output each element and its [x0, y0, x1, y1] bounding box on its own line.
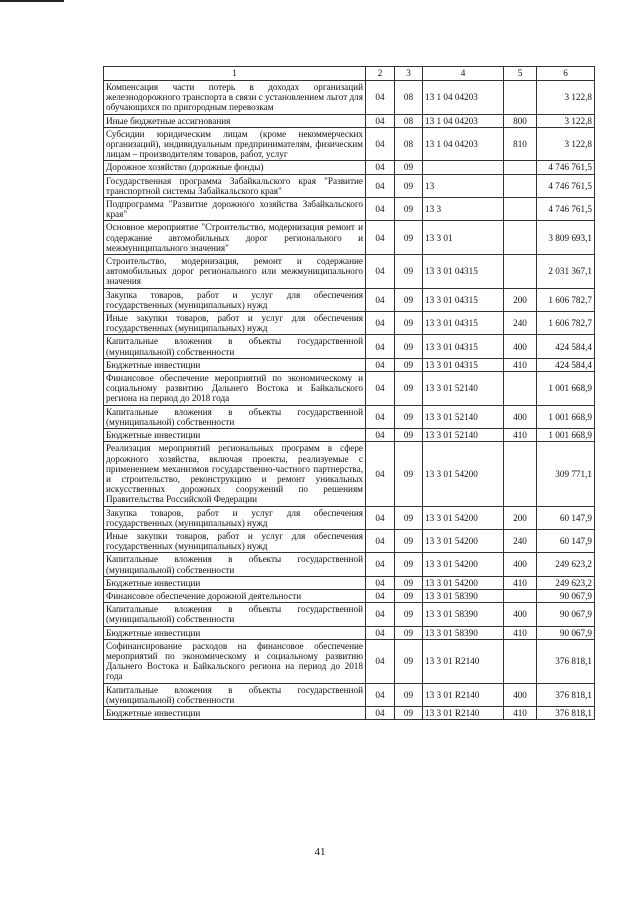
row-expense-type-cell: 800 [504, 114, 537, 127]
row-expense-type-cell [504, 372, 537, 406]
row-section-cell: 04 [366, 639, 395, 683]
row-expense-type-cell: 200 [504, 288, 537, 311]
row-subsection-cell: 09 [395, 221, 423, 255]
row-expense-type-cell: 410 [504, 429, 537, 442]
row-expense-type-cell: 240 [504, 529, 537, 552]
row-expense-type-cell: 240 [504, 312, 537, 335]
row-subsection-cell: 09 [395, 198, 423, 221]
row-section-cell: 04 [366, 706, 395, 719]
table-row [104, 405, 595, 428]
row-name-cell: Капитальные вложения в объекты государственной (муниципальной) собственности [104, 603, 366, 626]
row-name-cell: Иные закупки товаров, работ и услуг для обеспечения государственных (муниципальных) нужд [104, 529, 366, 552]
table-row [104, 161, 595, 174]
row-target-article-cell [423, 161, 504, 174]
row-subsection-cell: 09 [395, 506, 423, 529]
table-row [104, 576, 595, 589]
row-section-cell: 04 [366, 576, 395, 589]
row-amount-cell: 376 818,1 [537, 683, 595, 706]
row-section-cell: 04 [366, 626, 395, 639]
row-amount-cell: 90 067,9 [537, 603, 595, 626]
row-amount-cell: 4 746 761,5 [537, 198, 595, 221]
row-amount-cell: 3 122,8 [537, 127, 595, 161]
table-row [104, 127, 595, 161]
row-target-article-cell: 13 3 01 58390 [423, 603, 504, 626]
table-row [104, 529, 595, 552]
row-target-article-cell: 13 3 01 04315 [423, 288, 504, 311]
row-name-cell: Иные закупки товаров, работ и услуг для обеспечения государственных (муниципальных) нужд [104, 312, 366, 335]
row-target-article-cell: 13 3 01 04315 [423, 335, 504, 358]
row-name-cell: Бюджетные инвестиции [104, 429, 366, 442]
row-section-cell: 04 [366, 506, 395, 529]
row-target-article-cell: 13 3 01 R2140 [423, 683, 504, 706]
row-expense-type-cell [504, 221, 537, 255]
row-name-cell: Капитальные вложения в объекты государственной (муниципальной) собственности [104, 335, 366, 358]
row-amount-cell: 1 001 668,9 [537, 429, 595, 442]
row-expense-type-cell [504, 174, 537, 197]
table-row [104, 506, 595, 529]
row-target-article-cell: 13 3 01 52140 [423, 429, 504, 442]
row-name-cell: Софинансирование расходов на финансовое обеспечение мероприятий по экономическому и социальному развитию Дальнего Востока и Байкальского региона на период до 2018 года [104, 639, 366, 683]
row-expense-type-cell: 200 [504, 506, 537, 529]
row-name-cell: Финансовое обеспечение мероприятий по экономическому и социальному развитию Дальнего Востока и Байкальского региона на период до 2018 года [104, 372, 366, 406]
row-name-cell: Бюджетные инвестиции [104, 706, 366, 719]
page-number: 41 [314, 846, 326, 858]
table-row [104, 198, 595, 221]
row-subsection-cell: 08 [395, 127, 423, 161]
row-amount-cell: 249 623,2 [537, 576, 595, 589]
row-name-cell: Строительство, модернизация, ремонт и содержание автомобильных дорог регионального или межмуниципального значения [104, 255, 366, 289]
row-amount-cell: 90 067,9 [537, 626, 595, 639]
row-amount-cell: 376 818,1 [537, 706, 595, 719]
row-target-article-cell: 13 1 04 04203 [423, 114, 504, 127]
row-expense-type-cell: 400 [504, 335, 537, 358]
row-subsection-cell: 09 [395, 603, 423, 626]
row-target-article-cell: 13 3 01 54200 [423, 576, 504, 589]
row-expense-type-cell: 400 [504, 405, 537, 428]
row-target-article-cell: 13 3 01 54200 [423, 529, 504, 552]
row-subsection-cell: 09 [395, 255, 423, 289]
table-row [104, 335, 595, 358]
row-section-cell: 04 [366, 198, 395, 221]
row-subsection-cell: 09 [395, 639, 423, 683]
table-row [104, 553, 595, 576]
row-target-article-cell: 13 3 01 04315 [423, 312, 504, 335]
row-amount-cell: 249 623,2 [537, 553, 595, 576]
row-expense-type-cell [504, 255, 537, 289]
row-expense-type-cell [504, 442, 537, 506]
row-amount-cell: 60 147,9 [537, 506, 595, 529]
row-expense-type-cell: 400 [504, 683, 537, 706]
row-subsection-cell: 08 [395, 114, 423, 127]
header-cell: 2 [366, 67, 395, 81]
row-target-article-cell: 13 3 01 52140 [423, 405, 504, 428]
row-name-cell: Закупка товаров, работ и услуг для обеспечения государственных (муниципальных) нужд [104, 288, 366, 311]
table-row [104, 81, 595, 115]
table-row [104, 706, 595, 719]
row-name-cell: Бюджетные инвестиции [104, 358, 366, 371]
row-subsection-cell: 09 [395, 312, 423, 335]
row-name-cell: Субсидии юридическим лицам (кроме некоммерческих организаций), индивидуальным предпринимателям, физическим лицам – производителям товаров, работ, услуг [104, 127, 366, 161]
row-expense-type-cell: 400 [504, 603, 537, 626]
row-subsection-cell: 09 [395, 589, 423, 602]
row-target-article-cell: 13 3 01 54200 [423, 553, 504, 576]
header-cell: 3 [395, 67, 423, 81]
row-subsection-cell: 09 [395, 626, 423, 639]
row-subsection-cell: 09 [395, 576, 423, 589]
row-section-cell: 04 [366, 405, 395, 428]
row-expense-type-cell [504, 639, 537, 683]
row-section-cell: 04 [366, 288, 395, 311]
row-section-cell: 04 [366, 603, 395, 626]
row-target-article-cell: 13 3 [423, 198, 504, 221]
row-expense-type-cell: 400 [504, 553, 537, 576]
row-subsection-cell: 09 [395, 358, 423, 371]
row-amount-cell: 1 606 782,7 [537, 312, 595, 335]
row-subsection-cell: 09 [395, 161, 423, 174]
row-target-article-cell: 13 3 01 [423, 221, 504, 255]
row-name-cell: Капитальные вложения в объекты государственной (муниципальной) собственности [104, 683, 366, 706]
row-subsection-cell: 09 [395, 529, 423, 552]
row-target-article-cell: 13 3 01 58390 [423, 589, 504, 602]
row-section-cell: 04 [366, 81, 395, 115]
row-amount-cell: 309 771,1 [537, 442, 595, 506]
table-row [104, 255, 595, 289]
row-subsection-cell: 09 [395, 288, 423, 311]
table-row [104, 221, 595, 255]
row-expense-type-cell [504, 161, 537, 174]
table-row [104, 626, 595, 639]
table-row [104, 589, 595, 602]
table-row [104, 312, 595, 335]
row-name-cell: Дорожное хозяйство (дорожные фонды) [104, 161, 366, 174]
row-name-cell: Закупка товаров, работ и услуг для обеспечения государственных (муниципальных) нужд [104, 506, 366, 529]
row-amount-cell: 3 122,8 [537, 81, 595, 115]
row-target-article-cell: 13 1 04 04203 [423, 127, 504, 161]
table-row [104, 429, 595, 442]
row-amount-cell: 1 606 782,7 [537, 288, 595, 311]
row-amount-cell: 3 122,8 [537, 114, 595, 127]
row-section-cell: 04 [366, 589, 395, 602]
row-name-cell: Иные бюджетные ассигнования [104, 114, 366, 127]
row-target-article-cell: 13 3 01 54200 [423, 442, 504, 506]
row-section-cell: 04 [366, 358, 395, 371]
row-subsection-cell: 09 [395, 372, 423, 406]
table-row [104, 372, 595, 406]
row-section-cell: 04 [366, 114, 395, 127]
row-amount-cell: 424 584,4 [537, 358, 595, 371]
header-row [104, 67, 595, 81]
row-amount-cell: 4 746 761,5 [537, 174, 595, 197]
row-name-cell: Капитальные вложения в объекты государственной (муниципальной) собственности [104, 553, 366, 576]
row-name-cell: Капитальные вложения в объекты государственной (муниципальной) собственности [104, 405, 366, 428]
row-expense-type-cell: 410 [504, 358, 537, 371]
row-expense-type-cell: 810 [504, 127, 537, 161]
row-section-cell: 04 [366, 442, 395, 506]
header-cell: 6 [537, 67, 595, 81]
row-amount-cell: 1 001 668,9 [537, 405, 595, 428]
row-subsection-cell: 09 [395, 442, 423, 506]
row-target-article-cell: 13 3 01 R2140 [423, 639, 504, 683]
row-section-cell: 04 [366, 221, 395, 255]
row-section-cell: 04 [366, 127, 395, 161]
header-cell: 1 [104, 67, 366, 81]
row-section-cell: 04 [366, 255, 395, 289]
row-expense-type-cell [504, 81, 537, 115]
top-rule [0, 0, 64, 2]
header-cell: 5 [504, 67, 537, 81]
row-expense-type-cell: 410 [504, 576, 537, 589]
row-name-cell: Компенсация части потерь в доходах организаций железнодорожного транспорта в связи с установлением льгот для обучающихся по пригородным перевозкам [104, 81, 366, 115]
row-target-article-cell: 13 [423, 174, 504, 197]
table-row [104, 174, 595, 197]
row-amount-cell: 90 067,9 [537, 589, 595, 602]
row-name-cell: Государственная программа Забайкальского края "Развитие транспортной системы Забайкальского края" [104, 174, 366, 197]
row-subsection-cell: 09 [395, 683, 423, 706]
table-row [104, 639, 595, 683]
row-name-cell: Бюджетные инвестиции [104, 576, 366, 589]
row-target-article-cell: 13 3 01 52140 [423, 372, 504, 406]
row-section-cell: 04 [366, 174, 395, 197]
row-target-article-cell: 13 3 01 58390 [423, 626, 504, 639]
row-amount-cell: 2 031 367,1 [537, 255, 595, 289]
row-section-cell: 04 [366, 429, 395, 442]
header-cell: 4 [423, 67, 504, 81]
row-subsection-cell: 09 [395, 706, 423, 719]
row-expense-type-cell: 410 [504, 626, 537, 639]
row-subsection-cell: 09 [395, 335, 423, 358]
table-row [104, 603, 595, 626]
table-row [104, 358, 595, 371]
row-section-cell: 04 [366, 372, 395, 406]
row-subsection-cell: 09 [395, 405, 423, 428]
row-section-cell: 04 [366, 335, 395, 358]
row-name-cell: Основное мероприятие "Строительство, модернизация ремонт и содержание автомобильных дорог регионального и межмуниципального значения" [104, 221, 366, 255]
row-amount-cell: 424 584,4 [537, 335, 595, 358]
table-row [104, 288, 595, 311]
row-expense-type-cell [504, 198, 537, 221]
row-target-article-cell: 13 3 01 04315 [423, 358, 504, 371]
row-name-cell: Бюджетные инвестиции [104, 626, 366, 639]
row-amount-cell: 376 818,1 [537, 639, 595, 683]
table-row [104, 683, 595, 706]
row-section-cell: 04 [366, 529, 395, 552]
row-subsection-cell: 09 [395, 174, 423, 197]
row-subsection-cell: 09 [395, 553, 423, 576]
budget-table [103, 66, 595, 720]
row-name-cell: Реализация мероприятий региональных программ в сфере дорожного хозяйства, включая проекты, реализуемые с применением механизмов государственно-частного партнерства, и строительство, реконструкцию и ремонт уникальных искусственных дорожных сооружений по решениям Правительства Российской Федерации [104, 442, 366, 506]
row-amount-cell: 4 746 761,5 [537, 161, 595, 174]
row-target-article-cell: 13 3 01 R2140 [423, 706, 504, 719]
row-name-cell: Финансовое обеспечение дорожной деятельности [104, 589, 366, 602]
row-name-cell: Подпрограмма "Развитие дорожного хозяйства Забайкальского края" [104, 198, 366, 221]
row-target-article-cell: 13 3 01 54200 [423, 506, 504, 529]
row-section-cell: 04 [366, 683, 395, 706]
table-row [104, 442, 595, 506]
row-subsection-cell: 09 [395, 429, 423, 442]
row-section-cell: 04 [366, 553, 395, 576]
row-amount-cell: 1 001 668,9 [537, 372, 595, 406]
row-expense-type-cell [504, 589, 537, 602]
row-target-article-cell: 13 3 01 04315 [423, 255, 504, 289]
row-section-cell: 04 [366, 312, 395, 335]
row-expense-type-cell: 410 [504, 706, 537, 719]
row-section-cell: 04 [366, 161, 395, 174]
row-amount-cell: 3 809 693,1 [537, 221, 595, 255]
row-amount-cell: 60 147,9 [537, 529, 595, 552]
table-body [104, 81, 595, 720]
row-subsection-cell: 08 [395, 81, 423, 115]
row-target-article-cell: 13 1 04 04203 [423, 81, 504, 115]
table-row [104, 114, 595, 127]
